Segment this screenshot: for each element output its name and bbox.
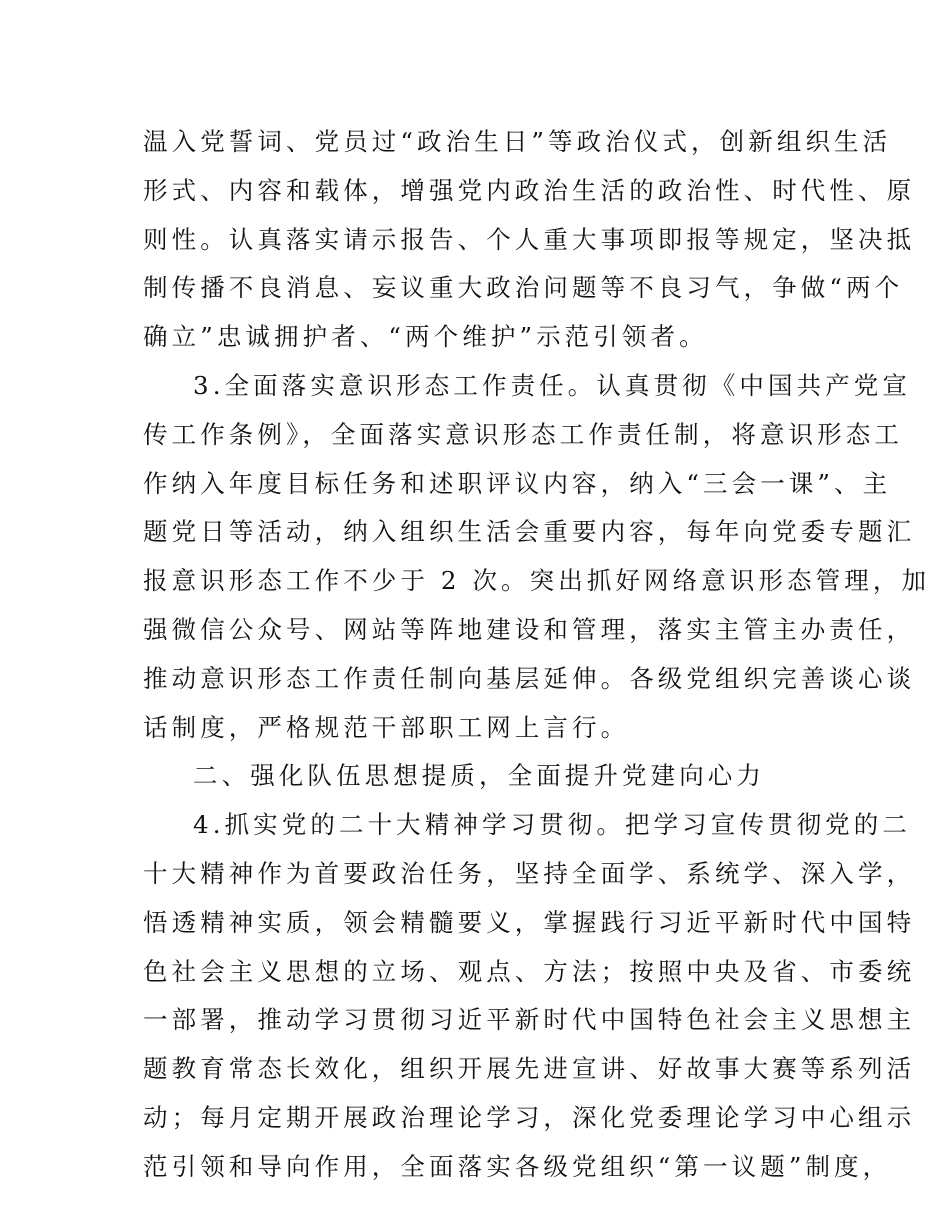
text-line: 确立”忠诚拥护者、“两个维护”示范引领者。	[143, 322, 708, 352]
text-line: 推动意识形态工作责任制向基层延伸。各级党组织完善谈心谈	[143, 663, 916, 693]
text-line: 范引领和导向作用，全面落实各级党组织“第一议题”制度，	[143, 1151, 892, 1181]
document-body	[143, 118, 931, 1192]
text-line: 作纳入年度目标任务和述职评议内容，纳入“三会一课”、主	[143, 468, 892, 498]
section-heading: 二、强化队伍思想提质，全面提升党建向心力	[193, 761, 765, 791]
text-line: 形式、内容和载体，增强党内政治生活的政治性、时代性、原	[143, 175, 916, 205]
text-line: 则性。认真落实请示报告、个人重大事项即报等规定，坚决抵	[143, 224, 916, 254]
text-line: 强微信公众号、网站等阵地建设和管理，落实主管主办责任，	[143, 614, 916, 644]
text-line: 题党日等活动，纳入组织生活会重要内容，每年向党委专题汇	[143, 517, 916, 547]
text-line: 话制度，严格规范干部职工网上言行。	[143, 712, 630, 742]
paragraph-start-line: 3.全面落实意识形态工作责任。认真贯彻《中国共产党宣	[193, 370, 911, 400]
text-line: 温入党誓词、党员过“政治生日”等政治仪式，创新组织生活	[143, 127, 892, 156]
text-line: 制传播不良消息、妄议重大政治问题等不良习气，争做“两个	[143, 273, 904, 303]
text-line: 动；每月定期开展政治理论学习，深化党委理论学习中心组示	[143, 1102, 916, 1132]
paragraph-start-line: 4.抓实党的二十大精神学习贯彻。把学习宣传贯彻党的二	[193, 810, 911, 840]
text-line: 十大精神作为首要政治任务，坚持全面学、系统学、深入学，	[143, 858, 916, 888]
text-line: 题教育常态长效化，组织开展先进宣讲、好故事大赛等系列活	[143, 1054, 916, 1084]
text-line: 报意识形态工作不少于 2 次。突出抓好网络意识形态管理，加	[143, 566, 931, 596]
text-line: 色社会主义思想的立场、观点、方法；按照中央及省、市委统	[143, 956, 916, 986]
text-line: 一部署，推动学习贯彻习近平新时代中国特色社会主义思想主	[143, 1005, 916, 1035]
text-line: 悟透精神实质，领会精髓要义，掌握践行习近平新时代中国特	[143, 907, 916, 937]
text-line: 传工作条例》，全面落实意识形态工作责任制，将意识形态工	[143, 419, 903, 449]
